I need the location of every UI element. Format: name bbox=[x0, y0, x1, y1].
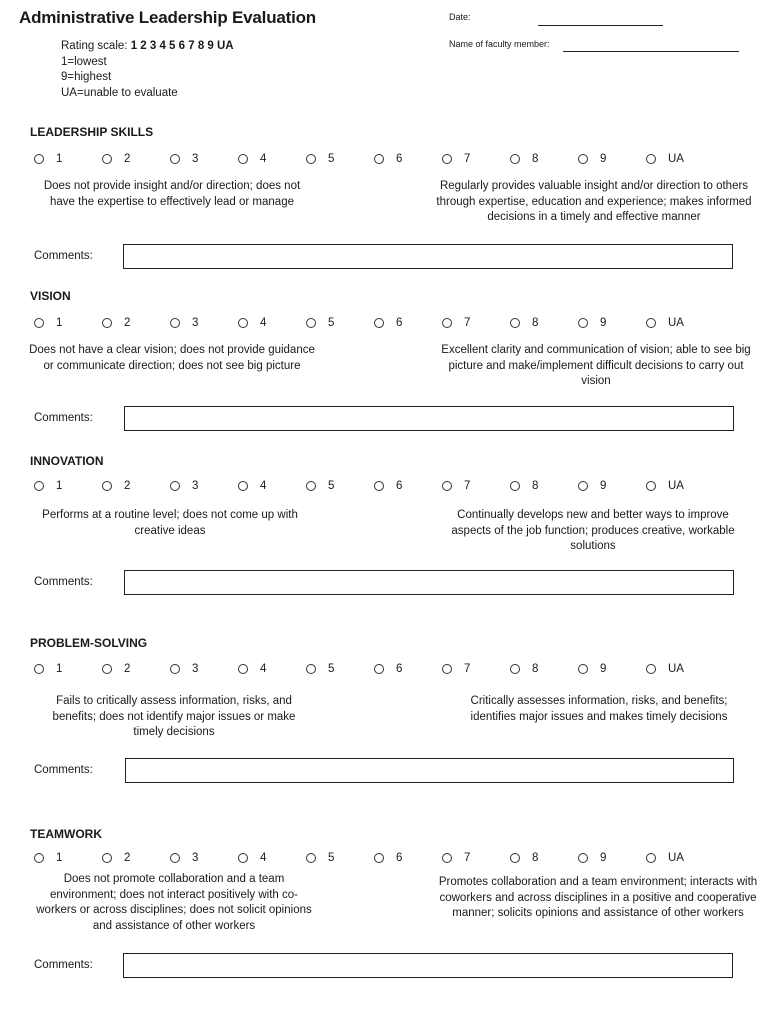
rating-option-1[interactable] bbox=[34, 662, 62, 676]
rating-option-label: 6 bbox=[396, 480, 403, 492]
rating-option-label: 5 bbox=[328, 480, 335, 492]
rating-option-label: 1 bbox=[56, 480, 63, 492]
rating-option-label: 8 bbox=[532, 663, 539, 675]
radio-button[interactable] bbox=[442, 154, 452, 164]
radio-button[interactable] bbox=[102, 853, 112, 863]
radio-button[interactable] bbox=[646, 664, 656, 674]
rating-option-label: UA bbox=[668, 317, 684, 329]
high-rating-description: Excellent clarity and communication of vision; able to see big picture and make/implement difficult decisions to carry out vision bbox=[441, 344, 751, 387]
radio-button[interactable] bbox=[646, 318, 656, 328]
section-title: TEAMWORK bbox=[30, 827, 102, 841]
rating-option-label: UA bbox=[668, 480, 684, 492]
section-title: PROBLEM-SOLVING bbox=[30, 636, 148, 650]
radio-button[interactable] bbox=[510, 154, 520, 164]
rating-option-label: 8 bbox=[532, 153, 539, 165]
rating-option-label: 8 bbox=[532, 480, 539, 492]
rating-option-7[interactable] bbox=[442, 479, 470, 493]
rating-option-5[interactable] bbox=[306, 662, 334, 676]
radio-button[interactable] bbox=[238, 481, 248, 491]
radio-button[interactable] bbox=[34, 481, 44, 491]
faculty-name-field[interactable] bbox=[563, 51, 739, 52]
rating-option-ua[interactable] bbox=[646, 316, 684, 330]
radio-button[interactable] bbox=[510, 318, 520, 328]
high-rating-description: Promotes collaboration and a team environment; interacts with coworkers and across disciplines in a positive and cooperative manner; solicits opinions and assistance of other workers bbox=[438, 876, 758, 919]
radio-button[interactable] bbox=[442, 481, 452, 491]
rating-option-6[interactable] bbox=[374, 851, 402, 865]
radio-button[interactable] bbox=[102, 481, 112, 491]
low-rating-description: Performs at a routine level; does not come up with creative ideas bbox=[42, 509, 298, 537]
rating-option-2[interactable] bbox=[102, 479, 130, 493]
rating-scale-values: 1 2 3 4 5 6 7 8 9 UA bbox=[130, 40, 234, 52]
rating-option-label: 3 bbox=[192, 153, 199, 165]
radio-button[interactable] bbox=[238, 318, 248, 328]
section-title: INNOVATION bbox=[30, 454, 104, 468]
radio-button[interactable] bbox=[238, 154, 248, 164]
rating-option-3[interactable] bbox=[170, 479, 198, 493]
rating-option-label: 3 bbox=[192, 317, 199, 329]
rating-option-4[interactable] bbox=[238, 152, 266, 166]
radio-button[interactable] bbox=[34, 154, 44, 164]
rating-option-8[interactable] bbox=[510, 479, 538, 493]
rating-option-4[interactable] bbox=[238, 479, 266, 493]
rating-option-label: 4 bbox=[260, 852, 267, 864]
rating-option-7[interactable] bbox=[442, 662, 470, 676]
rating-option-label: 1 bbox=[56, 663, 63, 675]
radio-button[interactable] bbox=[374, 318, 384, 328]
radio-button[interactable] bbox=[238, 853, 248, 863]
radio-button[interactable] bbox=[170, 481, 180, 491]
rating-option-label: 1 bbox=[56, 852, 63, 864]
radio-button[interactable] bbox=[170, 154, 180, 164]
radio-button[interactable] bbox=[442, 664, 452, 674]
page-title: Administrative Leadership Evaluation bbox=[19, 8, 316, 27]
rating-option-label: 4 bbox=[260, 317, 267, 329]
rating-option-3[interactable] bbox=[170, 152, 198, 166]
rating-option-9[interactable] bbox=[578, 479, 606, 493]
radio-button[interactable] bbox=[646, 481, 656, 491]
rating-option-1[interactable] bbox=[34, 316, 62, 330]
rating-option-label: 7 bbox=[464, 480, 471, 492]
rating-option-label: 1 bbox=[56, 317, 63, 329]
rating-option-label: 9 bbox=[600, 153, 607, 165]
rating-option-label: UA bbox=[668, 852, 684, 864]
high-rating-description: Critically assesses information, risks, and benefits; identifies major issues and makes timely decisions bbox=[470, 695, 728, 723]
rating-option-label: 1 bbox=[56, 153, 63, 165]
comments-field[interactable] bbox=[125, 758, 734, 783]
rating-option-ua[interactable] bbox=[646, 479, 684, 493]
rating-scale-low: 1=lowest bbox=[61, 55, 107, 68]
rating-option-9[interactable] bbox=[578, 662, 606, 676]
radio-button[interactable] bbox=[238, 664, 248, 674]
rating-option-5[interactable] bbox=[306, 152, 334, 166]
rating-option-1[interactable] bbox=[34, 851, 62, 865]
radio-button[interactable] bbox=[578, 154, 588, 164]
rating-option-3[interactable] bbox=[170, 316, 198, 330]
comments-label: Comments: bbox=[34, 250, 93, 262]
comments-label: Comments: bbox=[34, 412, 93, 424]
rating-option-1[interactable] bbox=[34, 479, 62, 493]
date-field[interactable] bbox=[538, 25, 663, 26]
radio-button[interactable] bbox=[510, 853, 520, 863]
radio-button[interactable] bbox=[442, 853, 452, 863]
rating-option-6[interactable] bbox=[374, 662, 402, 676]
radio-button[interactable] bbox=[510, 664, 520, 674]
radio-button[interactable] bbox=[374, 154, 384, 164]
rating-option-4[interactable] bbox=[238, 316, 266, 330]
radio-button[interactable] bbox=[34, 664, 44, 674]
rating-option-label: 5 bbox=[328, 663, 335, 675]
rating-option-label: 6 bbox=[396, 317, 403, 329]
low-rating-description: Does not provide insight and/or direction; does not have the expertise to effectively lead or manage bbox=[43, 180, 301, 208]
radio-button[interactable] bbox=[170, 664, 180, 674]
rating-option-2[interactable] bbox=[102, 316, 130, 330]
section-title: LEADERSHIP SKILLS bbox=[30, 125, 154, 139]
rating-scale-prefix: Rating scale: bbox=[61, 40, 131, 52]
rating-option-label: 5 bbox=[328, 153, 335, 165]
radio-button[interactable] bbox=[578, 853, 588, 863]
rating-option-label: 7 bbox=[464, 153, 471, 165]
rating-option-label: 3 bbox=[192, 480, 199, 492]
rating-option-label: 2 bbox=[124, 480, 131, 492]
rating-option-label: 3 bbox=[192, 663, 199, 675]
rating-option-5[interactable] bbox=[306, 316, 334, 330]
rating-option-label: 2 bbox=[124, 317, 131, 329]
rating-option-label: 4 bbox=[260, 480, 267, 492]
low-rating-description: Does not promote collaboration and a team environment; does not interact positively with co-workers or across disciplines; does not solicit opinions and assistance of other workers bbox=[36, 873, 312, 932]
rating-option-7[interactable] bbox=[442, 316, 470, 330]
rating-option-3[interactable] bbox=[170, 662, 198, 676]
rating-option-8[interactable] bbox=[510, 316, 538, 330]
radio-button[interactable] bbox=[578, 481, 588, 491]
rating-option-label: 6 bbox=[396, 852, 403, 864]
radio-button[interactable] bbox=[374, 664, 384, 674]
rating-option-9[interactable] bbox=[578, 316, 606, 330]
rating-option-label: 6 bbox=[396, 663, 403, 675]
rating-option-8[interactable] bbox=[510, 851, 538, 865]
radio-button[interactable] bbox=[102, 664, 112, 674]
rating-option-9[interactable] bbox=[578, 152, 606, 166]
radio-button[interactable] bbox=[578, 318, 588, 328]
comments-label: Comments: bbox=[34, 764, 93, 776]
rating-scale-line bbox=[61, 39, 234, 55]
radio-button[interactable] bbox=[510, 481, 520, 491]
radio-button[interactable] bbox=[306, 318, 316, 328]
rating-option-label: 2 bbox=[124, 153, 131, 165]
section-title: VISION bbox=[30, 289, 71, 303]
rating-option-label: 9 bbox=[600, 480, 607, 492]
comments-label: Comments: bbox=[34, 576, 93, 588]
rating-option-label: 2 bbox=[124, 663, 131, 675]
radio-button[interactable] bbox=[34, 853, 44, 863]
radio-button[interactable] bbox=[306, 154, 316, 164]
date-label: Date: bbox=[449, 12, 471, 22]
comments-field[interactable] bbox=[123, 953, 733, 978]
rating-option-label: 7 bbox=[464, 852, 471, 864]
radio-button[interactable] bbox=[578, 664, 588, 674]
rating-option-7[interactable] bbox=[442, 152, 470, 166]
rating-option-ua[interactable] bbox=[646, 851, 684, 865]
rating-option-label: UA bbox=[668, 153, 684, 165]
radio-button[interactable] bbox=[170, 853, 180, 863]
rating-option-5[interactable] bbox=[306, 479, 334, 493]
comments-field[interactable] bbox=[124, 570, 734, 595]
radio-button[interactable] bbox=[374, 853, 384, 863]
rating-option-ua[interactable] bbox=[646, 662, 684, 676]
rating-option-label: 8 bbox=[532, 317, 539, 329]
rating-option-6[interactable] bbox=[374, 152, 402, 166]
rating-option-label: 5 bbox=[328, 852, 335, 864]
rating-option-label: 5 bbox=[328, 317, 335, 329]
comments-label: Comments: bbox=[34, 959, 93, 971]
rating-option-8[interactable] bbox=[510, 152, 538, 166]
radio-button[interactable] bbox=[306, 481, 316, 491]
faculty-name-label: Name of faculty member: bbox=[449, 39, 550, 49]
rating-option-4[interactable] bbox=[238, 662, 266, 676]
rating-option-label: 2 bbox=[124, 852, 131, 864]
rating-option-3[interactable] bbox=[170, 851, 198, 865]
comments-field[interactable] bbox=[123, 244, 733, 269]
rating-option-1[interactable] bbox=[34, 152, 62, 166]
radio-button[interactable] bbox=[306, 664, 316, 674]
rating-option-ua[interactable] bbox=[646, 152, 684, 166]
radio-button[interactable] bbox=[646, 853, 656, 863]
radio-button[interactable] bbox=[34, 318, 44, 328]
low-rating-description: Does not have a clear vision; does not provide guidance or communicate direction; does not see big picture bbox=[29, 344, 315, 372]
rating-option-label: 9 bbox=[600, 317, 607, 329]
rating-option-label: 9 bbox=[600, 852, 607, 864]
rating-option-6[interactable] bbox=[374, 479, 402, 493]
radio-button[interactable] bbox=[442, 318, 452, 328]
rating-option-6[interactable] bbox=[374, 316, 402, 330]
rating-option-label: 6 bbox=[396, 153, 403, 165]
rating-option-label: 7 bbox=[464, 663, 471, 675]
radio-button[interactable] bbox=[102, 154, 112, 164]
radio-button[interactable] bbox=[646, 154, 656, 164]
low-rating-description: Fails to critically assess information, risks, and benefits; does not identify major issues or make timely decisions bbox=[52, 695, 296, 738]
rating-scale-high: 9=highest bbox=[61, 71, 112, 83]
rating-option-2[interactable] bbox=[102, 662, 130, 676]
high-rating-description: Continually develops new and better ways to improve aspects of the job function; produces creative, workable solutions bbox=[451, 509, 735, 552]
rating-option-label: 9 bbox=[600, 663, 607, 675]
rating-option-label: UA bbox=[668, 663, 684, 675]
rating-option-label: 4 bbox=[260, 153, 267, 165]
comments-field[interactable] bbox=[124, 406, 734, 431]
rating-option-9[interactable] bbox=[578, 851, 606, 865]
rating-option-label: 8 bbox=[532, 852, 539, 864]
radio-button[interactable] bbox=[306, 853, 316, 863]
rating-option-8[interactable] bbox=[510, 662, 538, 676]
rating-scale-ua: UA=unable to evaluate bbox=[61, 86, 178, 99]
radio-button[interactable] bbox=[374, 481, 384, 491]
rating-option-2[interactable] bbox=[102, 851, 130, 865]
rating-option-2[interactable] bbox=[102, 152, 130, 166]
rating-scale bbox=[61, 39, 234, 101]
rating-option-label: 7 bbox=[464, 317, 471, 329]
rating-option-label: 3 bbox=[192, 852, 199, 864]
rating-option-7[interactable] bbox=[442, 851, 470, 865]
rating-option-4[interactable] bbox=[238, 851, 266, 865]
radio-button[interactable] bbox=[102, 318, 112, 328]
rating-option-label: 4 bbox=[260, 663, 267, 675]
high-rating-description: Regularly provides valuable insight and/or direction to others through expertise, education and experience; makes informed decisions in a timely and effective manner bbox=[436, 180, 752, 223]
rating-option-5[interactable] bbox=[306, 851, 334, 865]
radio-button[interactable] bbox=[170, 318, 180, 328]
